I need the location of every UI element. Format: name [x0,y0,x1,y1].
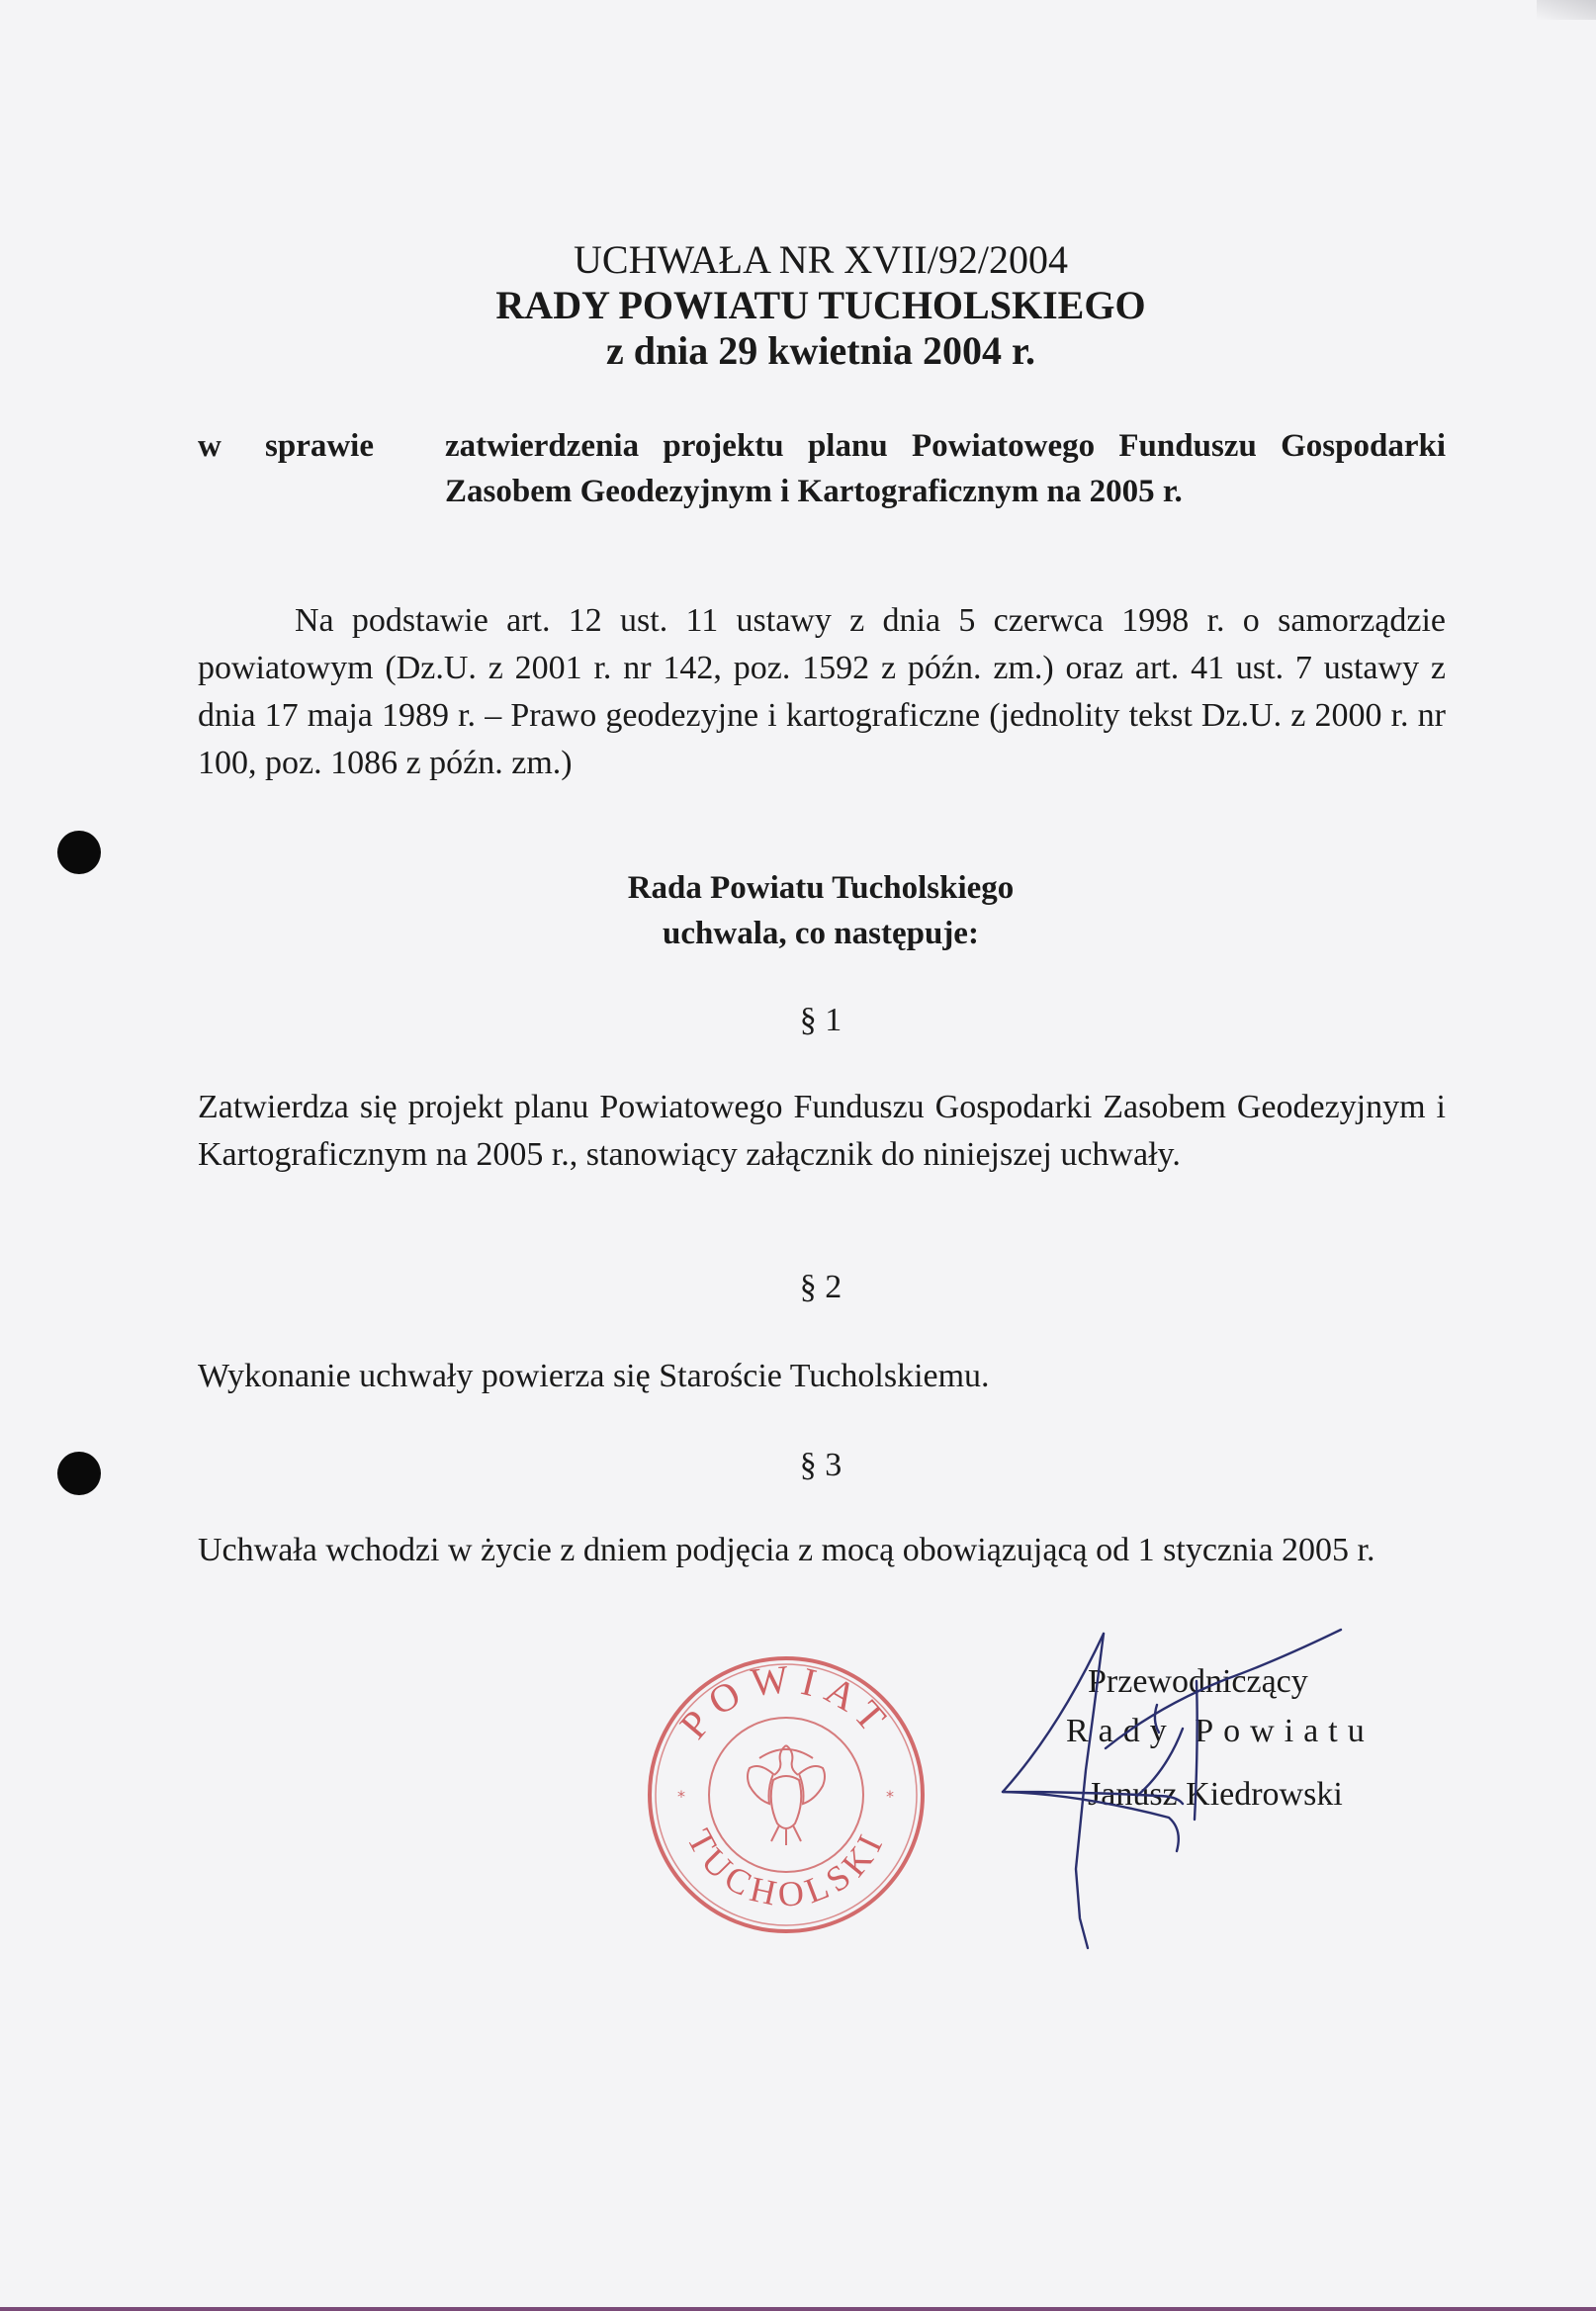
section-1-symbol: § 1 [799,1002,842,1038]
signatory-title-2: Rady Powiatu [1066,1713,1374,1749]
resolution-number: UCHWAŁA NR XVII/92/2004 [574,237,1068,282]
section-2-text: Wykonanie uchwały powierza się Staroście Tucholskiemu. [198,1358,990,1394]
subject-w: w [198,428,222,464]
scan-corner-shade [1537,0,1596,20]
official-stamp [643,1651,930,1938]
signatory-name: Janusz Kiedrowski [1088,1776,1343,1813]
council-resolves [0,865,1596,956]
council-resolves-line1: Rada Powiatu Tucholskiego [627,870,1015,906]
resolution-header [0,237,1596,374]
section-2-symbol: § 2 [799,1269,842,1305]
council-name: RADY POWIATU TUCHOLSKIEGO [495,283,1146,327]
stamp-star-right: * [886,1787,894,1806]
section-3-text: Uchwała wchodzi w życie z dniem podjęcia z mocą obowiązującą od 1 stycznia 2005 r. [198,1532,1375,1568]
subject-text: zatwierdzenia projektu planu Powiatowego Funduszu Gospodarki Zasobem Geodezyjnym i Kartograficznym na 2005 r. [445,428,1446,509]
resolution-date: z dnia 29 kwietnia 2004 r. [605,328,1036,373]
stamp-eagle-icon [748,1745,825,1845]
section-3-symbol: § 3 [799,1447,842,1483]
legal-basis: Na podstawie art. 12 ust. 11 ustawy z dnia 5 czerwca 1998 r. o samorządzie powiatowym (Dz.U. z 2001 r. nr 142, poz. 1592 z późn. zm.) oraz art. 41 ust. 7 ustawy z dnia 17 maja 1989 r. – Prawo geodezyjne i kartograficzne (jednolity tekst Dz.U. z 2000 r. nr 100, poz. 1086 z późn. zm.) [198,602,1446,781]
handwritten-signature [989,1622,1384,1958]
subject-sprawie: sprawie [265,428,374,464]
council-resolves-line2: uchwala, co następuje: [663,916,979,951]
signatory-title-1: Przewodniczący [1088,1663,1308,1700]
section-1-text: Zatwierdza się projekt planu Powiatowego Funduszu Gospodarki Zasobem Geodezyjnym i Kartograficznym na 2005 r., stanowiący załącznik do niniejszej uchwały. [198,1089,1446,1173]
scan-bottom-edge [0,2307,1596,2311]
stamp-bottom-text: TUCHOLSKI [679,1822,893,1914]
stamp-top-text: POWIAT [670,1655,902,1747]
stamp-star-left: * [677,1787,685,1806]
